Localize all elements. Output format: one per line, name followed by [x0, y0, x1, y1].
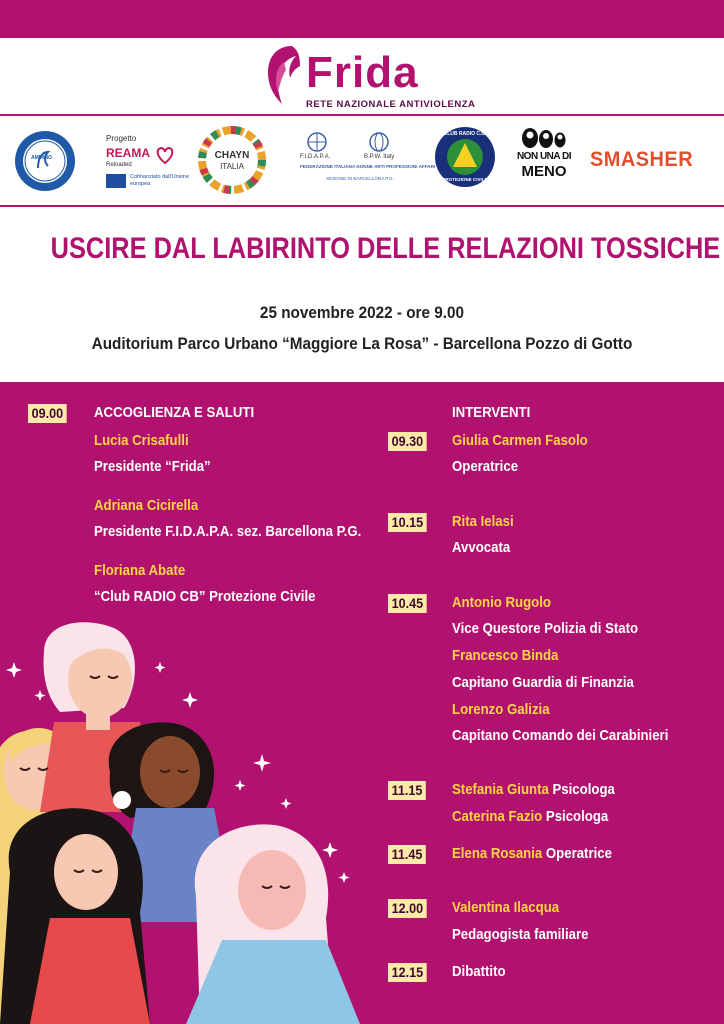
speaker-role: Psicologa — [542, 808, 609, 825]
speaker-role: Capitano Comando dei Carabinieri — [452, 727, 669, 744]
speaker-line — [452, 781, 615, 798]
header — [0, 38, 724, 114]
section-heading-talks: INTERVENTI — [452, 404, 531, 421]
speaker-name: Valentina Ilacqua — [452, 899, 560, 916]
time-badge: 12.00 — [388, 899, 427, 918]
club-radio-logo — [434, 126, 496, 188]
speaker-name: Stefania Giunta — [452, 781, 549, 798]
logo-title: Frida — [306, 48, 419, 97]
time-badge: 11.15 — [388, 781, 426, 800]
chayn-logo — [196, 124, 268, 196]
fidapa-emblem-icon — [304, 132, 330, 152]
smasher-logo — [590, 148, 708, 174]
chayn-label: CHAYN — [214, 150, 250, 161]
speaker-line — [452, 845, 612, 862]
speaker-name: Rita Ielasi — [452, 513, 514, 530]
speaker-line — [452, 808, 608, 825]
time-badge: 10.15 — [388, 513, 427, 532]
program-panel — [0, 382, 724, 1024]
speaker-name: Floriana Abate — [94, 562, 186, 579]
speaker-name: Francesco Binda — [452, 647, 559, 664]
frida-logo — [262, 42, 476, 112]
sponsor-strip — [0, 120, 724, 202]
speaker-name: Caterina Fazio — [452, 808, 543, 825]
speaker-role: Vice Questore Polizia di Stato — [452, 620, 639, 637]
eu-label: Cofinanziato dall'Unione europea — [130, 174, 190, 187]
reama-logo — [104, 134, 196, 198]
speaker-name: Adriana Cicirella — [94, 497, 199, 514]
time-badge: 09.00 — [28, 404, 67, 423]
top-band — [0, 0, 724, 38]
fidapa-section-label: SEZIONE DI BARCELLONA P.G. — [326, 176, 394, 181]
speaker-name: Lorenzo Galizia — [452, 701, 550, 718]
time-badge: 12.15 — [388, 963, 427, 982]
speaker-role: Psicologa — [548, 781, 615, 798]
speaker-role: Operatrice — [452, 458, 519, 475]
speaker-name: Elena Rosania — [452, 845, 543, 862]
sponsor-rule — [0, 205, 724, 207]
logo-subtitle: RETE NAZIONALE ANTIVIOLENZA — [306, 99, 476, 110]
reloaded-label: Reloaded — [106, 162, 132, 168]
section-heading-welcome: ACCOGLIENZA E SALUTI — [94, 404, 255, 421]
heart-icon — [154, 144, 176, 166]
speaker-role: Pedagogista familiare — [452, 926, 589, 943]
time-badge: 11.45 — [388, 845, 426, 864]
bpw-label: B.P.W. Italy — [364, 154, 395, 160]
header-rule — [0, 114, 724, 116]
event-venue: Auditorium Parco Urbano “Maggiore La Rosa” - Barcellona Pozzo di Gotto — [91, 334, 633, 353]
eu-flag — [106, 174, 126, 188]
women-illustration — [0, 622, 400, 1024]
non-una-di-meno-logo — [514, 126, 574, 194]
event-title: USCIRE DAL LABIRINTO DELLE RELAZIONI TOSSICHE — [50, 232, 721, 265]
speaker-role: Presidente F.I.D.A.P.A. sez. Barcellona P.G. — [94, 523, 362, 540]
smasher-label: SMASHER — [590, 148, 694, 171]
ammi-text: AMMINO — [31, 155, 52, 161]
speaker-name: Antonio Rugolo — [452, 594, 551, 611]
speaker-role: Capitano Guardia di Finanzia — [452, 674, 634, 691]
speaker-role: Avvocata — [452, 539, 511, 556]
bpw-globe-icon — [366, 132, 392, 152]
debate-label: Dibattito — [452, 963, 506, 980]
speaker-role: Presidente “Frida” — [94, 458, 211, 475]
speaker-name: Giulia Carmen Fasolo — [452, 432, 588, 449]
nonuna-line2: MENO — [521, 163, 567, 180]
fidapa-label: F.I.D.A.P.A. — [300, 154, 331, 160]
speaker-name: Lucia Crisafulli — [94, 432, 189, 449]
woman-profile-icon — [262, 42, 306, 108]
time-badge: 09.30 — [388, 432, 427, 451]
time-badge: 10.45 — [388, 594, 427, 613]
speaker-role: “Club RADIO CB” Protezione Civile — [94, 588, 316, 605]
fidapa-full-label: FEDERAZIONE ITALIANA DONNE ARTI PROFESSIONI AFFARI — [300, 164, 436, 169]
nonuna-line1: NON UNA DI — [516, 151, 572, 162]
radio-top-label: CLUB RADIO C.B. — [443, 131, 487, 137]
speaker-role: Operatrice — [542, 845, 612, 862]
dolls-icon — [520, 126, 566, 148]
ammi-seal-icon — [14, 130, 76, 192]
reama-label: REAMA — [106, 146, 150, 160]
radio-bottom-label: PROTEZIONE CIVILE — [442, 177, 488, 182]
fidapa-logo — [300, 132, 436, 192]
event-date: 25 novembre 2022 - ore 9.00 — [259, 303, 465, 322]
ammi-logo — [14, 130, 76, 192]
chayn-italia-label: ITALIA — [220, 162, 244, 171]
progetto-label: Progetto — [106, 134, 137, 143]
